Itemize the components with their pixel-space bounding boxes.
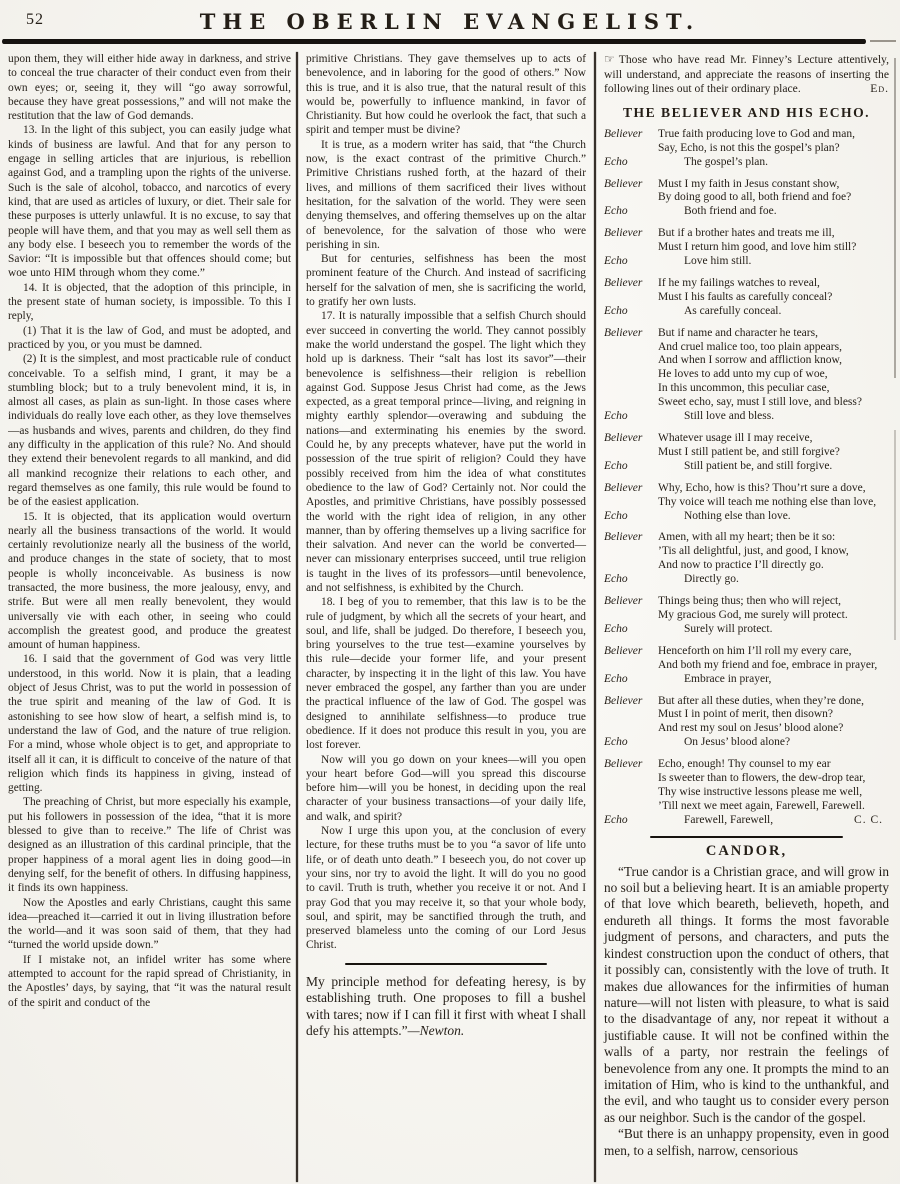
speaker-label-echo: Echo — [604, 205, 628, 218]
editor-note-text: Those who have read Mr. Finney’s Lecture attentively, will understand, and appreciate the reasons of inserting the following lines out of their ordinary place. — [604, 53, 889, 96]
verse-text: And now to practice I’ll directly go. — [658, 559, 824, 572]
speaker-label-echo: Echo — [604, 304, 628, 317]
poem-line — [604, 341, 889, 355]
echo-text: Both friend and foe. — [684, 205, 777, 218]
paragraph: Now I urge this upon you, at the conclusion of every lecture, for these truths must be to you “a savor of life unto life, or of death unto death.” I beseech you, do not cover up your sins, nor try to avoid the light. It will do you no good to cavil. Truth is truth, whether you receive it or not. And I pray God that you may receive it, so that your whole body, soul, and spirit, may be sanctified through the truth, and preserved blameless unto the coming of our Lord Jesus Christ. — [306, 825, 586, 952]
echo-text: The gospel’s plan. — [684, 155, 768, 168]
poem-line — [604, 623, 889, 637]
poem-line — [604, 255, 889, 269]
paragraph: It is true, as a modern writer has said, that “the Church now, is the exact contrast of the primitive Church.” Primitive Christians rushed forth, at the hazard of their lives, and millions of them sacrificed their lives without hesitation, for the salvation of the world. They were seen denying themselves, and offering themselves up on the altar of benevolence, for the salvation of those who were perishing in sin. — [306, 138, 586, 251]
speaker-label-echo: Echo — [604, 813, 628, 826]
poem-line — [604, 241, 889, 255]
newton-quote-text: My principle method for defeating heresy, is by establishing truth. One proposes to fill a bushel with tares; now if I can fill it first with wheat I shall defy his attempts.” — [306, 973, 586, 1039]
echo-text: Embrace in prayer, — [684, 672, 772, 685]
poem-line — [604, 460, 889, 474]
verse-text: In this uncommon, this peculiar case, — [658, 382, 830, 395]
poem-line — [604, 128, 889, 142]
speaker-label-believer: Believer — [604, 227, 643, 240]
speaker-label-believer — [604, 446, 658, 460]
speaker-label-echo: Echo — [604, 509, 628, 522]
poem-line — [604, 814, 889, 828]
poem-line — [604, 736, 889, 750]
poem-line — [604, 673, 889, 687]
candor-title: CANDOR, — [705, 842, 788, 859]
speaker-label-believer: Believer — [604, 694, 643, 707]
speaker-label-believer: Believer — [604, 326, 643, 339]
poem-line — [604, 772, 889, 786]
verse-text: Thy wise instructive lessons please me well, — [658, 785, 863, 798]
speaker-label-echo: Echo — [604, 736, 628, 749]
masthead — [0, 0, 900, 46]
paragraph: 16. I said that the government of God was very little understood, in this world. Now it is plain, that a leading object of Jesus Christ, was to put the world in possession of the true spirit and meaning of the law of God. It is astonishing to see how slow of heart, a selfish mind is, to understand the law of God, and the nature of true religion. For a mind, whose whole object is to get, and appropriate to itself all it can, it is difficult to conceive of the nature of that religion which finds its happiness in giving, instead of getting. — [8, 653, 291, 795]
verse-text: Must I his faults as carefully conceal? — [658, 290, 833, 303]
verse-text: Henceforth on him I’ll roll my every care, — [658, 644, 852, 657]
paragraph: The preaching of Christ, but more especially his example, put his followers in possession of the idea, “that it is more blessed to give than to receive.” The life of Christ was designed as an illustration of this cardinal principle, that the proper happiness of a moral agent lies in doing good—in denying self, for the benefit of others. In diffusing happiness, it finds its own happiness. — [8, 796, 291, 895]
speaker-label-believer — [604, 191, 658, 205]
poem-line — [604, 327, 889, 341]
poem-stanza — [604, 645, 889, 687]
paragraph: upon them, they will either hide away in darkness, and strive to conceal the true character of their conduct even from their own eyes; or, seeing it, they will “go away sorrowful, because they have great possessions,” and will not make the restitution that the law of God demands. — [8, 53, 291, 123]
verse-text: ’Tis all delightful, just, and good, I know, — [658, 545, 849, 558]
poem-line — [604, 545, 889, 559]
speaker-label-believer: Believer — [604, 758, 643, 771]
poem-line — [604, 368, 889, 382]
speaker-label-believer — [604, 142, 658, 156]
verse-text: Must I return him good, and love him still? — [658, 241, 857, 254]
verse-text: Must I my faith in Jesus constant show, — [658, 177, 840, 190]
poem-line — [604, 645, 889, 659]
echo-text: On Jesus’ blood alone? — [684, 736, 791, 749]
poem-stanza — [604, 695, 889, 751]
poem-line — [604, 786, 889, 800]
editor-note — [604, 52, 889, 97]
verse-text: And cruel malice too, too plain appears, — [658, 340, 842, 353]
poem-line — [604, 291, 889, 305]
speaker-label-believer — [604, 609, 658, 623]
poem-signature: C. C. — [854, 813, 883, 826]
paragraph: If I mistake not, an infidel writer has some where attempted to account for the rapid spread of Christianity, in the Apostles’ days, by saying, that “it was the natural result of the spirit and conduct of the — [8, 953, 291, 1009]
poem-line — [604, 227, 889, 241]
verse-text: And rest my soul on Jesus’ blood alone? — [658, 722, 844, 735]
poem-stanza — [604, 595, 889, 637]
poem-line — [604, 800, 889, 814]
paragraph: 13. In the light of this subject, you can easily judge what kinds of business are lawful. And that for any person to engage in selling articles that are injurious, is rebellion against God, and a trampling upon the rights of the universe. Such is the sale of alcohol, tobacco, and narcotics of every kind, that are used as articles of luxury, or diet. Their sale for these purposes is utterly unlawful. It is no excuse, to say that people will have them, and that you may as well sell them as any body else. I beseech you to remember the words of the Savior: “It is impossible but that offences should come; but woe unto HIM through whom they come.” — [8, 124, 291, 280]
speaker-label-believer: Believer — [604, 644, 643, 657]
paragraph: primitive Christians. They gave themselves up to acts of benevolence, and in laboring for the good of others.” Now this is true, and it is also true, that the natural result of this would be, powerfully to influence mankind, in favor of Christianity. But how could he overlook the fact, that such a spirit and temper must be divine? — [306, 53, 586, 137]
poem-line — [604, 205, 889, 219]
page-number: 52 — [26, 11, 44, 28]
masthead-title: THE OBERLIN EVANGELIST. — [199, 9, 701, 34]
echo-text: Surely will protect. — [684, 622, 773, 635]
scan-edge-artifact — [894, 430, 896, 640]
echo-text: As carefully conceal. — [684, 304, 782, 317]
masthead-rule — [2, 39, 866, 44]
poem-stanza — [604, 178, 889, 220]
verse-text: Sweet echo, say, must I still love, and bless? — [658, 396, 862, 409]
column-layout — [0, 46, 900, 1182]
speaker-label-believer: Believer — [604, 276, 643, 289]
verse-text: Is sweeter than to flowers, the dew-drop tear, — [658, 772, 866, 785]
poem-stanza — [604, 432, 889, 474]
speaker-label-believer — [604, 354, 658, 368]
speaker-label-echo: Echo — [604, 573, 628, 586]
column-2 — [298, 52, 594, 1182]
section-rule — [650, 836, 844, 838]
pointing-hand-icon: ☞ — [604, 52, 615, 66]
editor-signature: Ed. — [870, 82, 889, 96]
newton-quote — [306, 974, 586, 1040]
verse-text: And both my friend and foe, embrace in prayer, — [658, 658, 878, 671]
poem-title: THE BELIEVER AND HIS ECHO. — [622, 104, 871, 120]
section-rule — [345, 963, 547, 965]
echo-text: Nothing else than love. — [684, 509, 791, 522]
speaker-label-believer — [604, 559, 658, 573]
speaker-label-echo: Echo — [604, 410, 628, 423]
speaker-label-believer — [604, 786, 658, 800]
poem-line — [604, 609, 889, 623]
poem-stanza — [604, 531, 889, 587]
poem-stanza — [604, 758, 889, 828]
verse-text: My gracious God, me surely will protect. — [658, 608, 848, 621]
verse-text: Amen, with all my heart; then be it so: — [658, 531, 836, 544]
speaker-label-believer — [604, 382, 658, 396]
verse-text: But if name and character he tears, — [658, 326, 818, 339]
poem-line — [604, 695, 889, 709]
speaker-label-believer: Believer — [604, 177, 643, 190]
verse-text: But after all these duties, when they’re done, — [658, 694, 864, 707]
poem-line — [604, 410, 889, 424]
paragraph: “But there is an unhappy propensity, even in good men, to a selfish, narrow, censorious — [604, 1126, 889, 1158]
speaker-label-believer: Believer — [604, 481, 643, 494]
poem-line — [604, 482, 889, 496]
speaker-label-believer — [604, 241, 658, 255]
poem-line — [604, 758, 889, 772]
poem-stanza — [604, 227, 889, 269]
poem-line — [604, 496, 889, 510]
poem-line — [604, 156, 889, 170]
speaker-label-believer: Believer — [604, 127, 643, 140]
speaker-label-believer: Believer — [604, 595, 643, 608]
candor-body — [604, 864, 889, 1159]
verse-text: ’Till next we meet again, Farewell, Farewell. — [658, 799, 865, 812]
verse-text: And when I sorrow and affliction know, — [658, 354, 842, 367]
paragraph: 15. It is objected, that its application would overturn nearly all the business transactions of the world. It would certainly revolutionize nearly all the business of the world, and produce changes in the state of society, that to most people is wholly inconceivable. As business is now transacted, the more business, the more jealousy, envy, and strife. But were all men really benevolent, they would universally vie with each other, in seeing who could accomplish the greatest good, and produce the greatest amount of human happiness. — [8, 510, 291, 652]
speaker-label-believer — [604, 545, 658, 559]
paragraph: 18. I beg of you to remember, that this law is to be the rule of judgment, by which all the secrets of your heart, and soul, and life, shall be judged. Do therefore, I beseech you, bring yourselves to the true test—examine yourselves by this rule—decide your former life, and your present character, by inspecting it in the light of this law. You have never embraced the gospel, any farther than you are under the practical influence of the law of God. The gospel was designed to annihilate selfishness—to produce true obedience. If it does not produce this result in you, you are lost forever. — [306, 596, 586, 752]
verse-text: Whatever usage ill I may receive, — [658, 432, 813, 444]
poem-line — [604, 559, 889, 573]
paragraph: (1) That it is the law of God, and must be adopted, and practiced by you, or you must be damned. — [8, 324, 291, 351]
scan-edge-artifact — [894, 58, 896, 378]
verse-text: By doing good to all, both friend and foe? — [658, 191, 852, 204]
poem-stanza — [604, 277, 889, 319]
paragraph: But for centuries, selfishness has been the most prominent feature of the Church. And instead of sacrificing herself for the salvation of men, she is sacrificing the world, to gratify her own lusts. — [306, 253, 586, 309]
paragraph: (2) It is the simplest, and most practicable rule of conduct conceivable. To a selfish mind, I grant, it may be a stumbling block; but to a truly benevolent mind, it is, in almost all cases, as plain as sun-light. In those cases where individuals do really love each other, as they love themselves—as husbands and wives, parents and children, do they find any difficulty in the application of this rule? No. And should they extend their benevolent regards to all mankind, and did all mankind recognize their relations to each other, and regard themselves as one family, this rule would be found to be of the easiest application. — [8, 353, 291, 509]
speaker-label-echo: Echo — [604, 672, 628, 685]
paragraph: 14. It is objected, that the adoption of this principle, in the present state of human society, is impossible. To this I reply, — [8, 281, 291, 323]
paragraph: Now the Apostles and early Christians, caught this same idea—preached it—carried it out in living illustration before the world—and it was soon said of them, that they had “turned the world upside down.” — [8, 896, 291, 952]
poem-line — [604, 708, 889, 722]
poem-line — [604, 354, 889, 368]
speaker-label-echo: Echo — [604, 459, 628, 472]
column-2-body — [306, 52, 586, 953]
newton-quote-attribution: —Newton. — [407, 1023, 465, 1039]
speaker-label-believer — [604, 396, 658, 410]
verse-text: Echo, enough! Thy counsel to my ear — [658, 758, 831, 771]
poem-line — [604, 178, 889, 192]
echo-text: Still patient be, and still forgive. — [684, 459, 833, 472]
paragraph: “True candor is a Christian grace, and will grow in no soil but a believing heart. It is an amiable property of that love which beareth, believeth, hopeth, and endureth all things. It forms the most favorable judgment of persons, and characters, and puts the kindest construction upon the conduct of others, that it possibly can, consistently with the love of truth. It makes due allowances for the infirmities of human nature—will not listen with pleasure, to what is said to the disadvantage of any, nor repeat it without a justifiable cause. It will not be confined within the walls of a party, nor restrain the feelings of benevolence from any one. It prompts the mind to an imitation of Him, who is kind to the unthankful, and the evil, and who taught us to consider every person as our neighbor. Such is the candor of the gospel. — [604, 863, 889, 1125]
verse-text: Why, Echo, how is this? Thou’rt sure a dove, — [658, 481, 866, 494]
speaker-label-believer — [604, 496, 658, 510]
poem-line — [604, 510, 889, 524]
speaker-label-believer — [604, 368, 658, 382]
echo-text: Still love and bless. — [684, 410, 775, 423]
speaker-label-believer — [604, 772, 658, 786]
speaker-label-believer — [604, 708, 658, 722]
speaker-label-believer — [604, 800, 658, 814]
echo-text: Love him still. — [684, 255, 752, 268]
poem-line — [604, 659, 889, 673]
verse-text: He loves to add unto my cup of woe, — [658, 368, 828, 381]
verse-text: Say, Echo, is not this the gospel’s plan? — [658, 141, 840, 154]
speaker-label-believer: Believer — [604, 531, 643, 544]
poem-line — [604, 573, 889, 587]
verse-text: But if a brother hates and treats me ill, — [658, 227, 835, 240]
verse-text: Thy voice will teach me nothing else than love, — [658, 495, 877, 508]
speaker-label-believer — [604, 341, 658, 355]
verse-text: True faith producing love to God and man, — [658, 127, 855, 140]
verse-text: Must I in point of merit, then disown? — [658, 708, 834, 721]
echo-text: Directly go. — [684, 573, 739, 586]
verse-text: Things being thus; then who will reject, — [658, 595, 842, 608]
poem-line — [604, 277, 889, 291]
speaker-label-believer — [604, 291, 658, 305]
poem-line — [604, 142, 889, 156]
poem-line — [604, 305, 889, 319]
poem-stanza — [604, 482, 889, 524]
poem-line — [604, 396, 889, 410]
poem-stanza — [604, 327, 889, 424]
poem-line — [604, 191, 889, 205]
poem-line — [604, 595, 889, 609]
column-3 — [596, 52, 889, 1182]
paragraph: Now will you go down on your knees—will you open your heart before God—will you spread this discourse before him—will you be honest, in deciding upon the real character of your business transactions—of your daily life, and walk, and spirit? — [306, 753, 586, 823]
poem-line — [604, 531, 889, 545]
poem-line — [604, 382, 889, 396]
poem-line — [604, 446, 889, 460]
speaker-label-echo: Echo — [604, 622, 628, 635]
poem-stanza — [604, 128, 889, 170]
verse-text: Must I still patient be, and still forgive? — [658, 445, 840, 458]
speaker-label-echo: Echo — [604, 155, 628, 168]
speaker-label-believer — [604, 659, 658, 673]
poem-line — [604, 722, 889, 736]
speaker-label-echo: Echo — [604, 255, 628, 268]
paragraph: 17. It is naturally impossible that a selfish Church should ever succeed in converting the world. They cannot possibly make the world understand the gospel. The light which they hold up is darkness. Their “salt has lost its savor”—their benevolence is selfishness—their religion is rebellion against God. Suppose Jesus Christ had come, as the Jews expected, as a great temporal prince—living, and reigning in mighty earthly splendor—overawing and subduing the nations—and exterminating his enemies by the sword. Could he, by any precepts whatever, have put the world in possession of the true spirit of religion? Could they have possibly received from him the idea of what constitutes obedience to the law of God? Certainly not. Nor could the Apostles, and primitive Christians, have possibly possessed the world with the right idea of religion, in any other manner, than by offering themselves up a living sacrifice for their salvation. And never can the world be converted—never can missionary enterprises succeed, until true religion is taught in the lives of its professors—until benevolence, and not selfishness, is exhibited by the Church. — [306, 310, 586, 594]
speaker-label-believer: Believer — [604, 432, 643, 444]
poem-stanzas — [604, 128, 889, 828]
poem-line — [604, 432, 889, 446]
verse-text: If he my failings watches to reveal, — [658, 276, 820, 289]
speaker-label-believer — [604, 722, 658, 736]
echo-text: Farewell, Farewell, — [684, 813, 774, 826]
column-1 — [8, 52, 296, 1182]
